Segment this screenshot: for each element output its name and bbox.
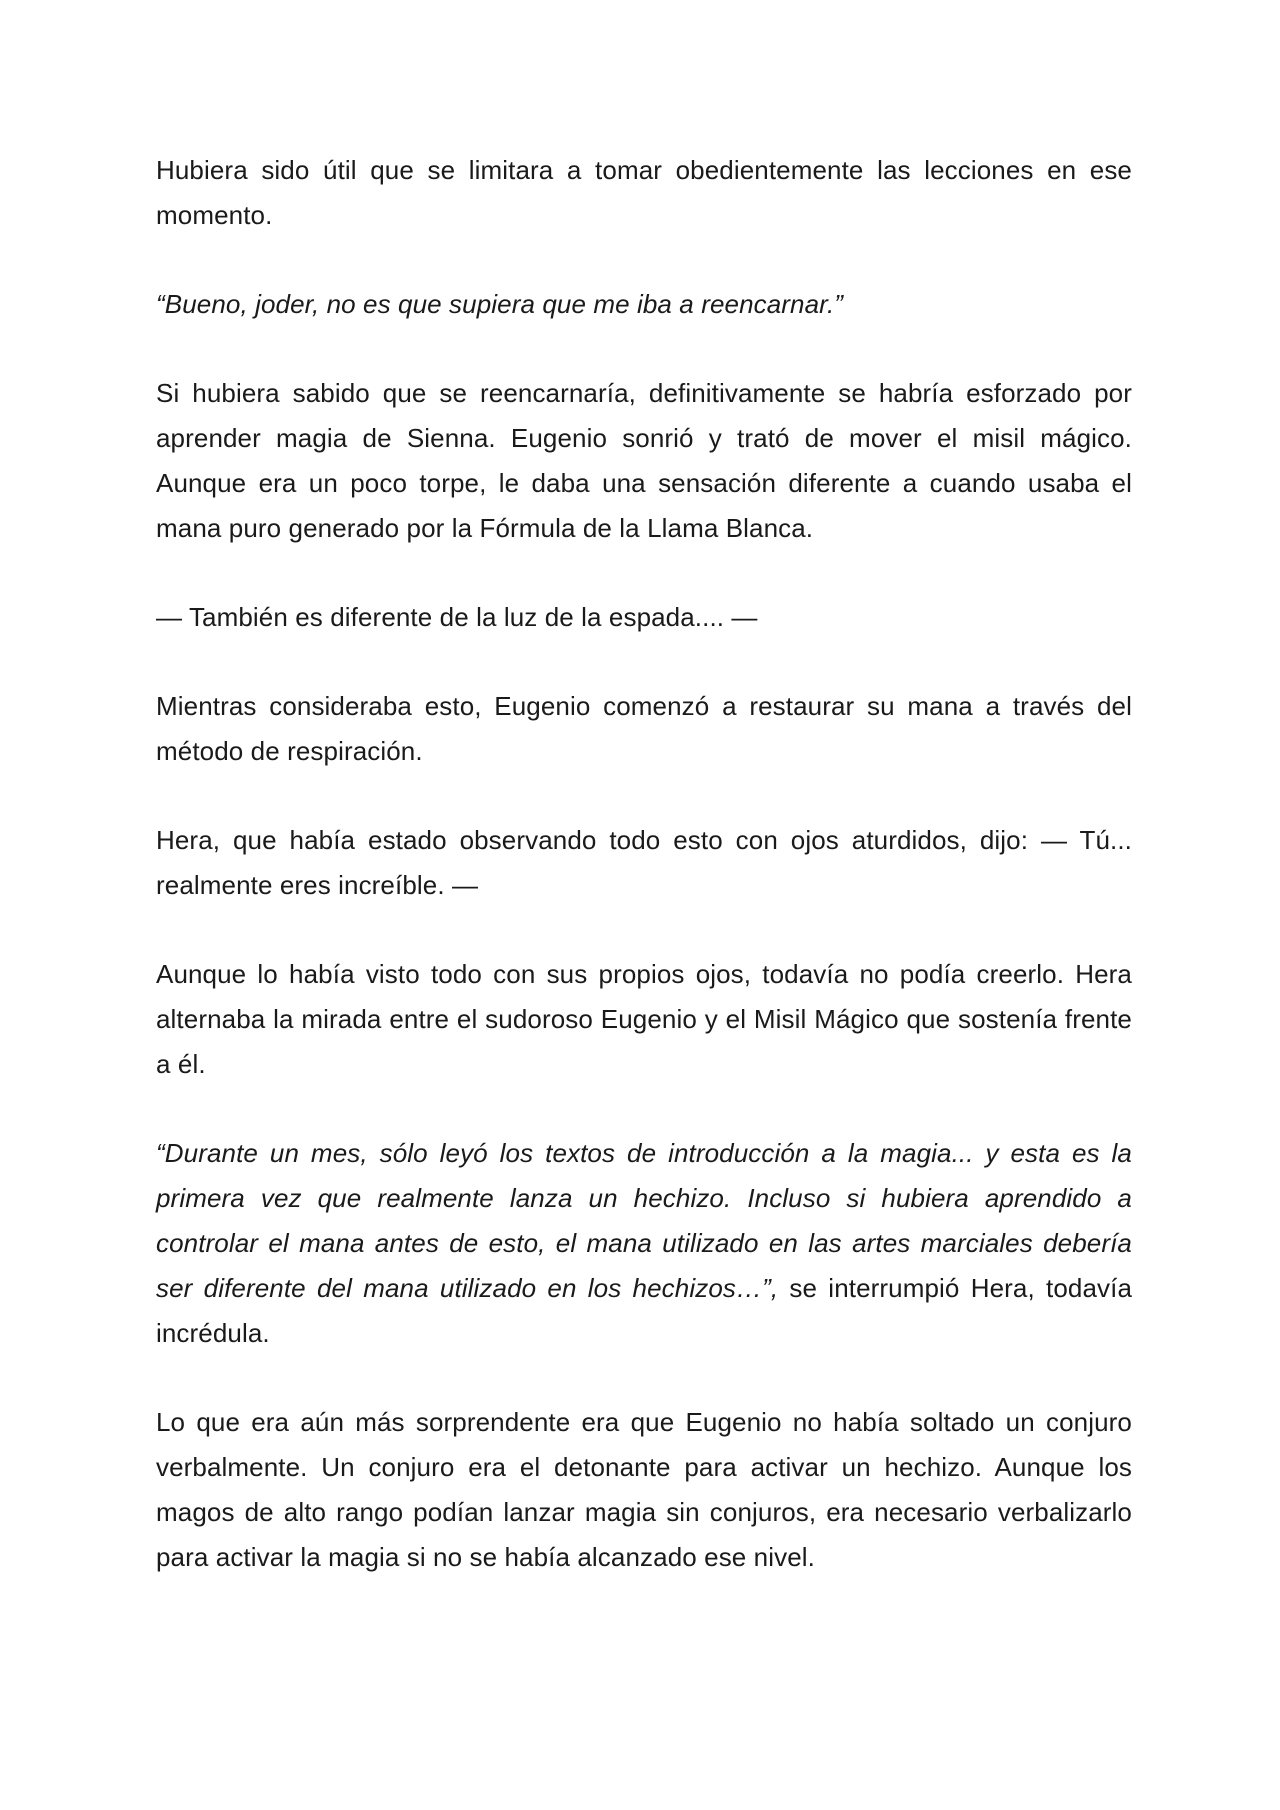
- paragraph-italic-part: “Durante un mes, sólo leyó los textos de introducción a la magia... y esta es la primera vez que realmente lanza un hechizo. Incluso si hubiera aprendido a controlar el mana antes de esto, el mana utilizado en las artes marciales debería ser diferente del mana utilizado en los hechizos…”,: [156, 1138, 1132, 1303]
- document-page: [156, 148, 1132, 1624]
- paragraph-normal-part: se interrumpió Hera, todavía incrédula.: [156, 1273, 1133, 1348]
- paragraph: Mientras consideraba esto, Eugenio comenzó a restaurar su mana a través del método de respiración.: [156, 691, 1132, 766]
- paragraph: Hubiera sido útil que se limitara a tomar obedientemente las lecciones en ese momento.: [156, 155, 1132, 230]
- paragraph-quote: “Bueno, joder, no es que supiera que me iba a reencarnar.”: [156, 289, 844, 319]
- paragraph: Lo que era aún más sorprendente era que Eugenio no había soltado un conjuro verbalmente. Un conjuro era el detonante para activar un hechizo. Aunque los magos de alto rango podían lanzar magia sin conjuros, era necesario verbalizarlo para activar la magia si no se había alcanzado ese nivel.: [156, 1407, 1132, 1572]
- paragraph-mixed: [156, 1131, 1132, 1356]
- paragraph: Hera, que había estado observando todo esto con ojos aturdidos, dijo: — Tú... realmente eres increíble. —: [156, 825, 1132, 900]
- paragraph: Aunque lo había visto todo con sus propios ojos, todavía no podía creerlo. Hera alternaba la mirada entre el sudoroso Eugenio y el Misil Mágico que sostenía frente a él.: [156, 959, 1132, 1079]
- paragraph: Si hubiera sabido que se reencarnaría, definitivamente se habría esforzado por aprender magia de Sienna. Eugenio sonrió y trató de mover el misil mágico. Aunque era un poco torpe, le daba una sensación diferente a cuando usaba el mana puro generado por la Fórmula de la Llama Blanca.: [156, 378, 1132, 543]
- paragraph-dialogue: — También es diferente de la luz de la espada.... —: [156, 602, 758, 632]
